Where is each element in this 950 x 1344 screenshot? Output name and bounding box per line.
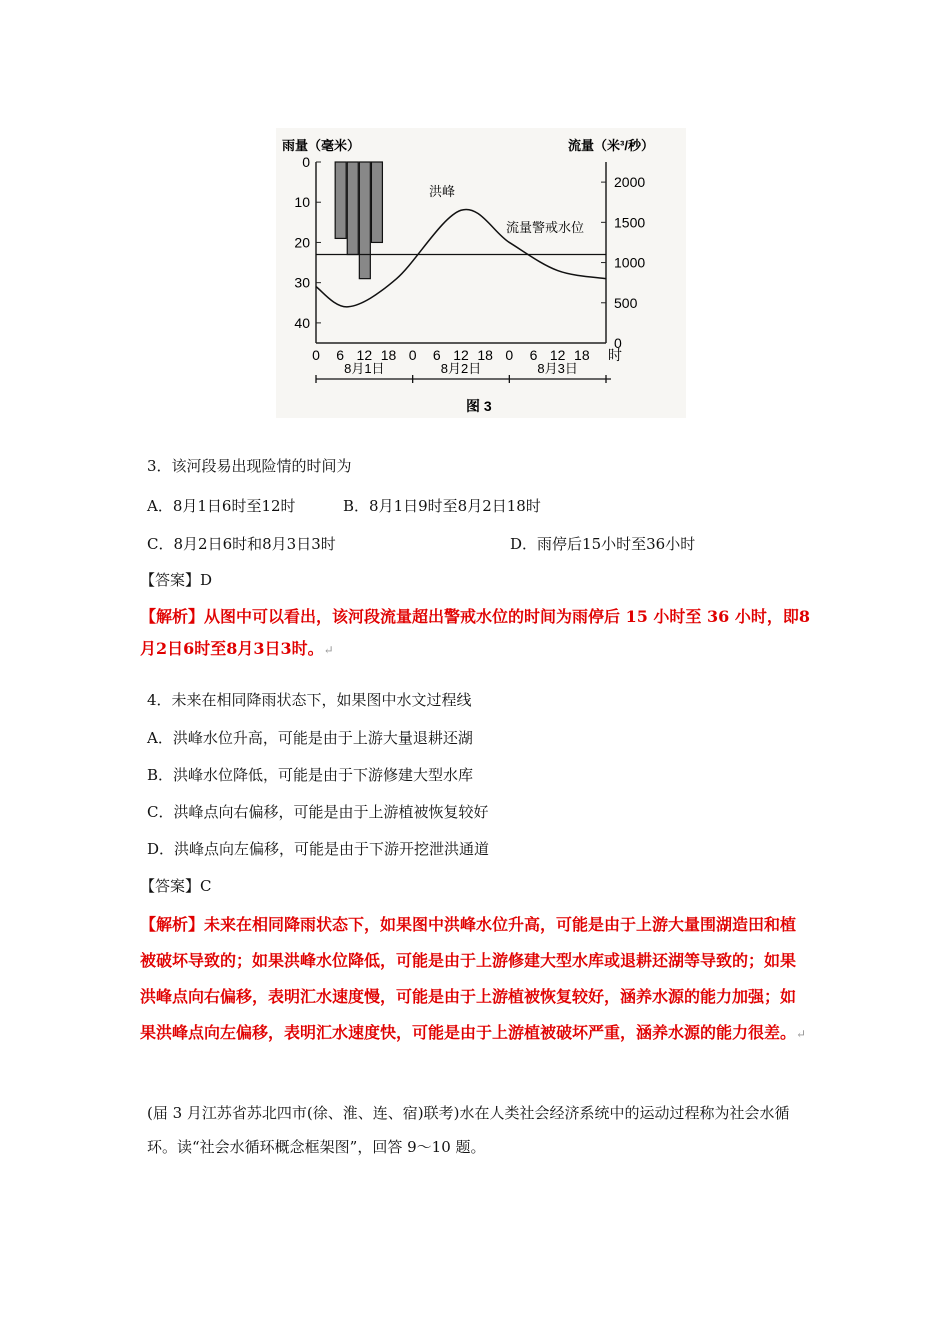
peak-label: 洪峰 <box>429 184 456 199</box>
q3-option-c: C．8月2日6时和8月3日3时 <box>147 535 336 553</box>
x-tick-label: 18 <box>477 347 493 363</box>
rain-bar <box>347 162 358 255</box>
q4-stem: 4．未来在相同降雨状态下，如果图中水文过程线 <box>147 691 472 709</box>
q3-expl-tag: 【解析】 <box>140 607 205 626</box>
x-tick-label: 18 <box>380 347 397 363</box>
x-tick-label: 6 <box>432 347 441 363</box>
q4-option-d: D．洪峰点向左偏移，可能是由于下游开挖泄洪通道 <box>147 840 490 858</box>
q3-answer: 【答案】D <box>140 571 213 589</box>
day-label: 8月2日 <box>440 361 482 376</box>
x-tick-label: 12 <box>549 347 566 363</box>
x-unit-label: 时 <box>608 347 622 363</box>
q4-answer: 【答案】C <box>140 877 212 895</box>
q3-option-d: D．雨停后15小时至36小时 <box>510 535 696 553</box>
x-tick-label: 12 <box>453 347 469 363</box>
x-tick-label: 6 <box>336 347 345 363</box>
right-tick-label: 1500 <box>614 214 646 231</box>
paragraph-mark: ↵ <box>323 643 334 657</box>
q4-expl-tag: 【解析】 <box>140 915 205 934</box>
x-tick-label: 0 <box>505 347 514 363</box>
left-tick-label: 40 <box>294 314 310 331</box>
right-tick-label: 1000 <box>614 254 646 271</box>
right-tick-label: 0 <box>614 335 622 351</box>
q3-stem: 3．该河段易出现险情的时间为 <box>147 457 352 475</box>
left-axis-title: 雨量（毫米） <box>282 138 361 153</box>
right-axis-title: 流量（米³/秒） <box>568 138 654 153</box>
x-tick-label: 6 <box>529 347 538 363</box>
q3-explanation <box>140 601 810 666</box>
day-label: 8月1日 <box>344 361 385 376</box>
right-tick-label: 500 <box>614 294 638 311</box>
hydrograph-figure <box>276 128 686 418</box>
q4-expl-text: 未来在相同降雨状态下，如果图中洪峰水位升高，可能是由于上游大量围湖造田和植被破坏导致的；如果洪峰水位降低，可能是由于上游修建大型水库或退耕还湖等导致的；如果洪峰点向右偏移，表明汇水速度慢，可能是由于上游植被恢复较好，涵养水源的能力加强；如果洪峰点向左偏移，表明汇水速度快，可能是由于上游植被破坏严重，涵养水源的能力很差。 <box>140 915 797 1042</box>
left-tick-label: 30 <box>294 274 310 291</box>
warning-label: 流量警戒水位 <box>506 220 585 235</box>
q3-option-b: B．8月1日9时至8月2日18时 <box>343 497 541 515</box>
day-label: 8月3日 <box>537 361 578 376</box>
rain-bar <box>335 162 346 238</box>
q4-option-a: A．洪峰水位升高，可能是由于上游大量退耕还湖 <box>147 729 473 747</box>
left-tick-label: 20 <box>294 234 310 251</box>
left-tick-label: 0 <box>302 154 310 170</box>
hydrograph-chart <box>276 128 686 418</box>
x-tick-label: 0 <box>408 347 417 363</box>
figure-caption: 图 3 <box>466 398 492 414</box>
x-tick-label: 12 <box>356 347 373 363</box>
q3-expl-text: 从图中可以看出，该河段流量超出警戒水位的时间为雨停后 15 小时至 36 小时，即8月2日6时至8月3日3时。 <box>140 607 810 658</box>
source-note: (届 3 月江苏省苏北四市(徐、淮、连、宿)联考)水在人类社会经济系统中的运动过程称为社会水循环。读“社会水循环概念框架图”，回答 9～10 题。 <box>147 1104 790 1156</box>
right-tick-label: 2000 <box>614 174 646 191</box>
rain-bar <box>359 162 370 279</box>
paragraph-mark: ↵ <box>796 1027 807 1041</box>
x-tick-label: 0 <box>312 347 320 363</box>
q4-explanation <box>140 907 810 1052</box>
q4-option-b: B．洪峰水位降低，可能是由于下游修建大型水库 <box>147 766 474 784</box>
q3-option-a: A．8月1日6时至12时 <box>147 497 296 515</box>
rain-bar <box>371 162 382 242</box>
q4-option-c: C．洪峰点向右偏移，可能是由于上游植被恢复较好 <box>147 803 489 821</box>
x-tick-label: 18 <box>574 347 590 363</box>
left-tick-label: 10 <box>294 194 310 211</box>
